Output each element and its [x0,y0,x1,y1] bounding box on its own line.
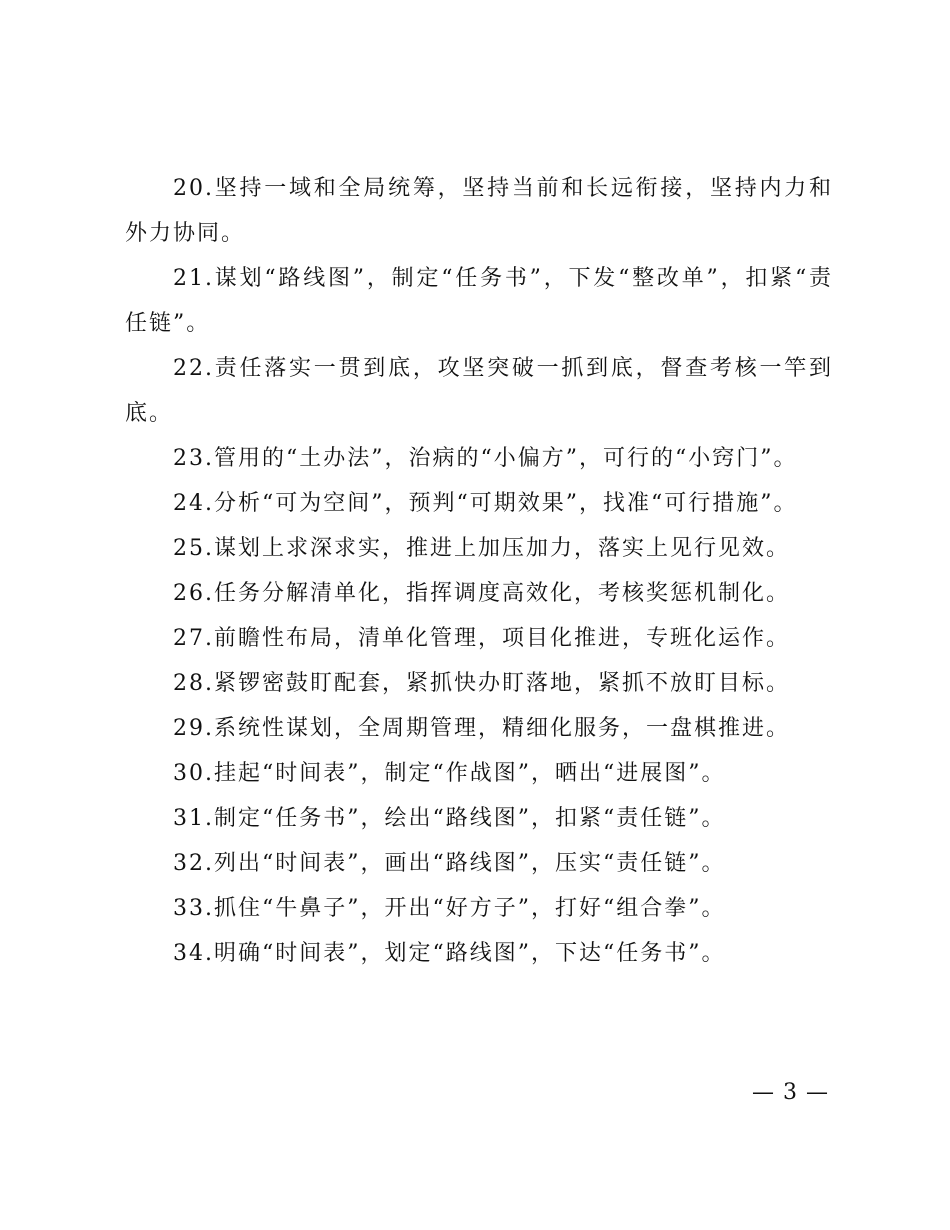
list-item: 28.紧锣密鼓盯配套，紧抓快办盯落地，紧抓不放盯目标。 [173,671,790,696]
list-item: 23.管用的“土办法”，治病的“小偏方”，可行的“小窍门”。 [173,446,798,471]
list-item: 27.前瞻性布局，清单化管理，项目化推进，专班化运作。 [173,626,790,651]
list-item: 32.列出“时间表”，画出“路线图”，压实“责任链”。 [173,851,726,876]
list-item: 24.分析“可为空间”，预判“可期效果”，找准“可行措施”。 [173,491,798,516]
list-item: 21.谋划“路线图”，制定“任务书”，下发“整改单”，扣紧“责任链”。 [125,266,833,336]
list-item: 33.抓住“牛鼻子”，开出“好方子”，打好“组合拳”。 [173,896,726,921]
page-number: — 3 — [752,1080,829,1105]
list-item: 31.制定“任务书”，绘出“路线图”，扣紧“责任链”。 [173,806,726,831]
list-item: 29.系统性谋划，全周期管理，精细化服务，一盘棋推进。 [173,716,790,741]
list-item: 22.责任落实一贯到底，攻坚突破一抓到底，督查考核一竿到底。 [125,356,833,426]
list-item: 25.谋划上求深求实，推进上加压加力，落实上见行见效。 [173,536,790,561]
list-item: 30.挂起“时间表”，制定“作战图”，晒出“进展图”。 [173,761,726,786]
list-item: 20.坚持一域和全局统筹，坚持当前和长远衔接，坚持内力和外力协同。 [125,176,833,246]
document-body [125,166,833,976]
list-item: 34.明确“时间表”，划定“路线图”，下达“任务书”。 [173,941,726,966]
list-item: 26.任务分解清单化，指挥调度高效化，考核奖惩机制化。 [173,581,790,606]
